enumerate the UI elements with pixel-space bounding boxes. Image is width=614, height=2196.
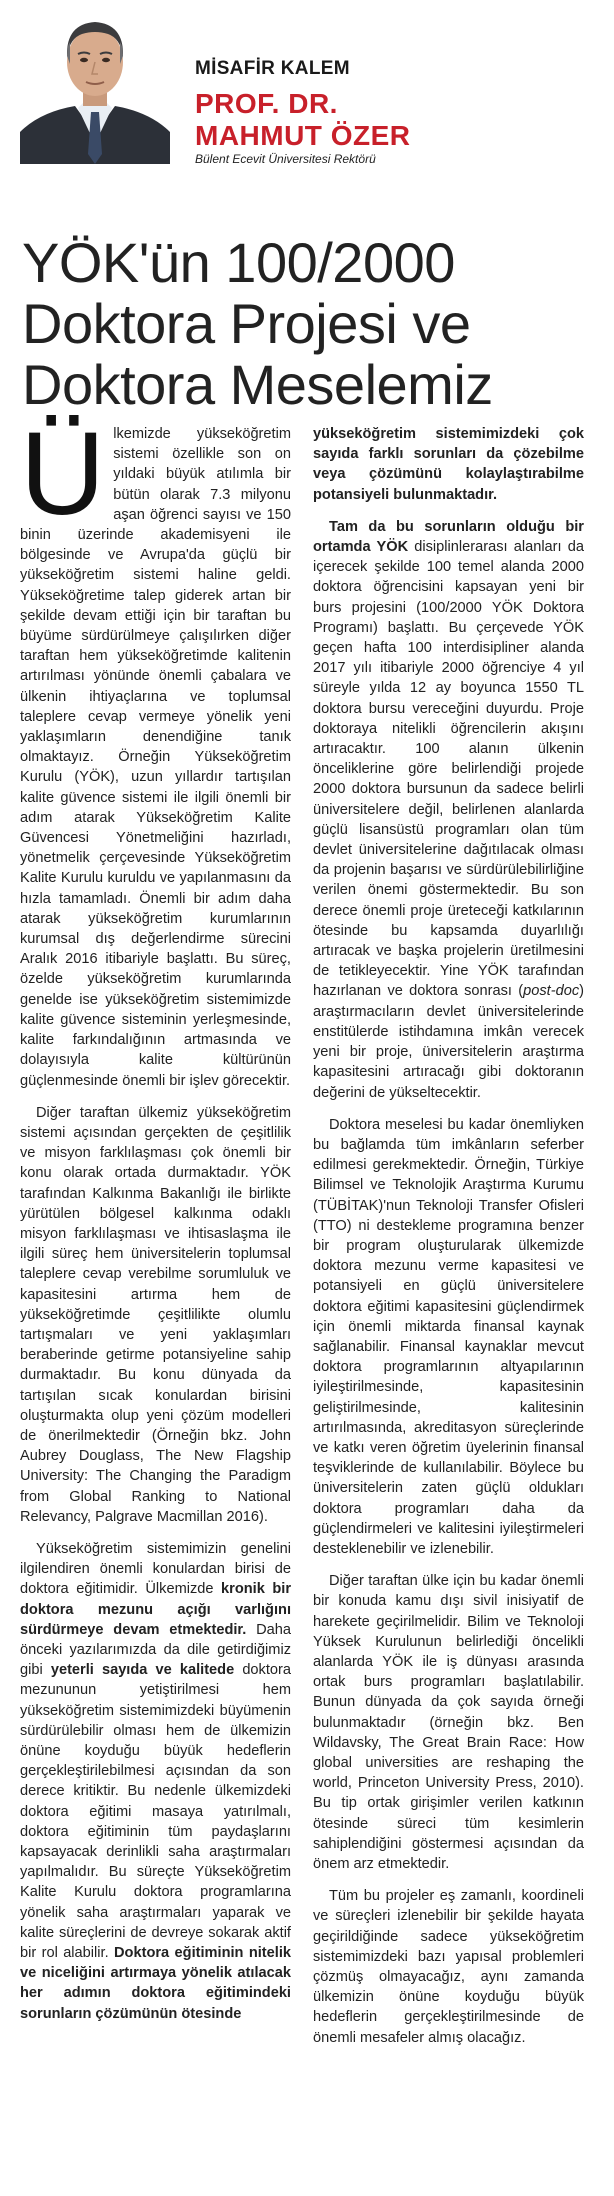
- paragraph-text: Daha önceki yazılarımızda da dile getirdiğimiz gibi: [20, 1621, 292, 1679]
- article-column-left: [20, 408, 292, 2036]
- bold-text: Tam da bu sorunların olduğu bir ortamda YÖK: [313, 518, 584, 556]
- bold-text: kronik bir doktora mezunu açığı varlığını sürdürmeye devam etmektedir.: [20, 1581, 292, 1638]
- drop-cap: Ü: [20, 408, 106, 540]
- paragraph-text: ) araştırmacıların devlet üniversitelerinde enstitülerde istihdamına imkân verecek yeni bir proje, üniversitelerin araştırma kapasitesini artıracağı gibi doktoranın değerini de yükseltecektir.: [313, 983, 584, 1101]
- paragraph: Diğer taraftan ülkemiz yükseköğretim sistemi açısından gerçekten de çeşitlilik ve misyon farklılaşması çok önemli bir konu olarak ortada durmaktadır. YÖK tarafından Kalkınma Bakanlığı ile birlikte yürütülen bölgesel kalkınma odaklı misyon farklılaşması ve ihtisaslaşma ile ilgili süreç hem üniversitelerin toplumsal taleplere cevap verebilme sorumluluk ve kapasitesini artırma hem de yükseköğretimde çeşitlilikte olumlu tartışmaları ve yeni yaklaşımları beraberinde getirme potansiyeline sahip durmaktadır. Bu konu dünyada da tartışılan sıcak konulardan birisini oluşturmakta olup yeni çözüm modelleri de önerilmektedir (Örneğin bkz. John Aubrey Douglass, The New Flagship University: The Changing the Paradigm from Global Ranking to National Relevancy, Palgrave Macmillan 2016).: [20, 1104, 291, 1525]
- bold-text: yükseköğretim sistemimizdeki çok sayıda farklı sorunları da çözebilme veya çözümünü kolaylaştırabilme potansiyeli bulunmaktadır.: [313, 426, 584, 503]
- title-line: Doktora Meselemiz: [22, 353, 493, 416]
- paragraph: [20, 408, 291, 1091]
- article-title: [22, 232, 582, 415]
- author-portrait: [20, 4, 170, 164]
- italic-text: post-doc: [523, 983, 580, 1000]
- column-kicker: MİSAFİR KALEM: [195, 58, 350, 79]
- paragraph: [313, 517, 584, 1103]
- paragraph-text: Yükseköğretim sistemimizin genelini ilgilendiren önemli konulardan birisi de doktora eğitimidir. Ülkemizde: [20, 1540, 291, 1598]
- paragraph-text: disiplinlerarası alanları da içerecek şekilde 100 temel alanda 2000 doktora öğrencisini kapsayan yeni bir burs projesini (100/2000 YÖK Doktora Programı) başlattı. Bu çerçevede YÖK geçen hafta 100 interdisipliner alanda 2017 yılı itibariyle 2000 öğrenciye 4 yıl süreyle yılda 12 ay boyunca 1550 TL doktora bursu vereceğini duyurdu. Proje doktoraya nitelikli öğrencilerin akışını artıracaktır. 100 alanın ülkenin önceliklerine göre belirlendiği projede 2000 doktora bursunun da sadece belirli üniversitelere değil, belirlenen alanlarda güçlü lisansüstü programları olan tüm devlet üniversitelerine dağıtılacak olması da projenin başarısı ve sürdürülebilirliğine verilen önemi göstermektedir. Bu son derece önemli proje üreteceği katkılarının ötesinde bu kapsamda duyarlılığı artıracak ve başka projelerin üretilmesini de tetikleyecektir. Yine YÖK tarafından hazırlanan ve doktora sonrası (: [313, 539, 584, 1000]
- author-header: [0, 0, 614, 168]
- paragraph: Tüm bu projeler eş zamanlı, koordineli ve süreçleri izlenebilir bir şekilde hayata geçirildiğinde sadece yükseköğretim sistemimizdeki bazı yapısal problemleri çözmüş olmayacağız, aynı zamanda ülkemizin önüne koyduğu büyük hedeflerin gerçekleştirilmesinde de önemli mesafeler almış olacağız.: [313, 1888, 584, 2046]
- paragraph: [313, 424, 584, 505]
- paragraph-text: doktora mezununun yetiştirilmesi hem yükseköğretim sistemimizdeki büyümenin sürdürülebilir olması hem de ülkemizin önüne koyduğu büyük hedeflerin gerçekleştirilebilmesi açısından da son derece kritiktir. Bu nedenle ülkemizdeki doktora eğitimi masaya yatırılmalı, doktora eğitiminin tüm paydaşlarını kapsayacak derinlikli saha araştırmaları yapılmalıdır. Bu süreçte Yükseköğretim Kalite Kurulu doktora programlarına yönelik saha araştırmaları yaparak ve kalite süreçlerini de devreye sokarak aktif bir rol alabilir.: [20, 1662, 291, 1962]
- author-name: [195, 88, 410, 152]
- bold-text: yeterli sayıda ve kalitede: [50, 1662, 235, 1679]
- bold-text: Doktora eğitiminin nitelik ve niceliğini artırmaya yönelik atılacak her adımın doktora eğitimindeki sorunların çözümünün ötesinde: [20, 1945, 291, 2022]
- paragraph: Diğer taraftan ülke için bu kadar önemli bir konuda kamu dışı sivil inisiyatif de harekete geçirilmelidir. Bilim ve Teknoloji Yüksek Kurulunun belirlediği öncelikli alanlarda YÖK ile iş dünyası arasında ortak burs programları başlatılabilir. Bunun dünyada da çok sayıda örneği bulunmaktadır (örneğin bkz. Ben Wildavsky, The Great Brain Race: How global universities are reshaping the world, Princeton University Press, 2010). Bu tip ortak girişimler verilen katkının ötesinde süreci tüm kesimlerin sahiplendiğini göstermesi açısından da önem arz etmektedir.: [313, 1573, 584, 1873]
- article-column-right: [313, 424, 584, 2060]
- author-full-name: MAHMUT ÖZER: [195, 120, 411, 151]
- paragraph: [20, 1539, 291, 2024]
- title-line: YÖK'ün 100/2000: [22, 231, 455, 294]
- title-line: Doktora Projesi ve: [22, 292, 471, 355]
- author-title: PROF. DR.: [195, 88, 338, 119]
- paragraph: Doktora meselesi bu kadar önemliyken bu bağlamda tüm imkânların seferber edilmesi gerekmektedir. Örneğin, Türkiye Bilimsel ve Teknolojik Araştırma Kurumu (TÜBİTAK)'nun Teknoloji Transfer Ofisleri (TTO) ni destekleme programına benzer bir program oluşturularak ülkemizde doktora mezunu verme kapasitesi ve potansiyeli en güçlü üniversitelere doktora eğitimi kapasitesini güçlendirmek için önemli miktarda finansal kaynak sağlanabilir. Finansal kaynaklar mevcut doktora programlarının altyapılarının iyileştirilmesinde, kapasitesinin geliştirilmesinde, kalitesinin artırılmasında, akreditasyon süreçlerinde ve katkı veren öğretim üyelerinin finansal teşviklerinde de kullanılabilir. Böylece bu üniversitelerin zaten güçlü oldukları doktora programları daha da güçlendirmeleri ve kalitesini iyileştirmeleri desteklenebilir ve izlenebilir.: [313, 1116, 584, 1557]
- paragraph-text: lkemizde yükseköğretim sistemi özellikle son on yıldaki büyük atılımla bir bütün olarak 7.3 milyonu aşan öğrenci sayısı ve 150 binin üzerinde akademisyeni ile bölgesinde ve Avrupa'da güçlü bir yükseköğretim sistemi haline geldi. Yükseköğretime talep giderek artan bir şekilde devam ettiği için bir taraftan bu büyüme sürdürülmeye çalışılırken diğer taraftan hem yükseköğretimde kalitenin artırılması yönünde önemli çabalara ve ülkenin ihtiyaçlarına ve toplumsal taleplere cevap vermeye yönelik yeni yaklaşımların denendiğine tanık olmaktayız. Örneğin Yükseköğretim Kurulu (YÖK), uzun yıllardır tartışılan kalite güvence sistemi ile ilgili önemli bir adım atarak Yükseköğretim Kalite Güvencesi Yönetmeliğini hazırladı, yönetmelik çerçevesinde Yükseköğretim Kalite Kurulu kuruldu ve yapılanmasını da hızla tamamladı. Önemli bir adım daha atarak yükseköğretim kurumlarının kurumsal dış değerlendirme sürecini Aralık 2016 itibariyle başlattı. Bu süreç, özelde yükseköğretim kurumlarında genelde ise yükseköğretim sistemimizde kalite güvence sisteminin yerleşmesinde, kalite farkındalığının artmasında ve dolayısıyla kalite kültürünün güçlenmesinde önemli bir işlev görecektir.: [20, 426, 291, 1089]
- author-affiliation: Bülent Ecevit Üniversitesi Rektörü: [195, 152, 376, 166]
